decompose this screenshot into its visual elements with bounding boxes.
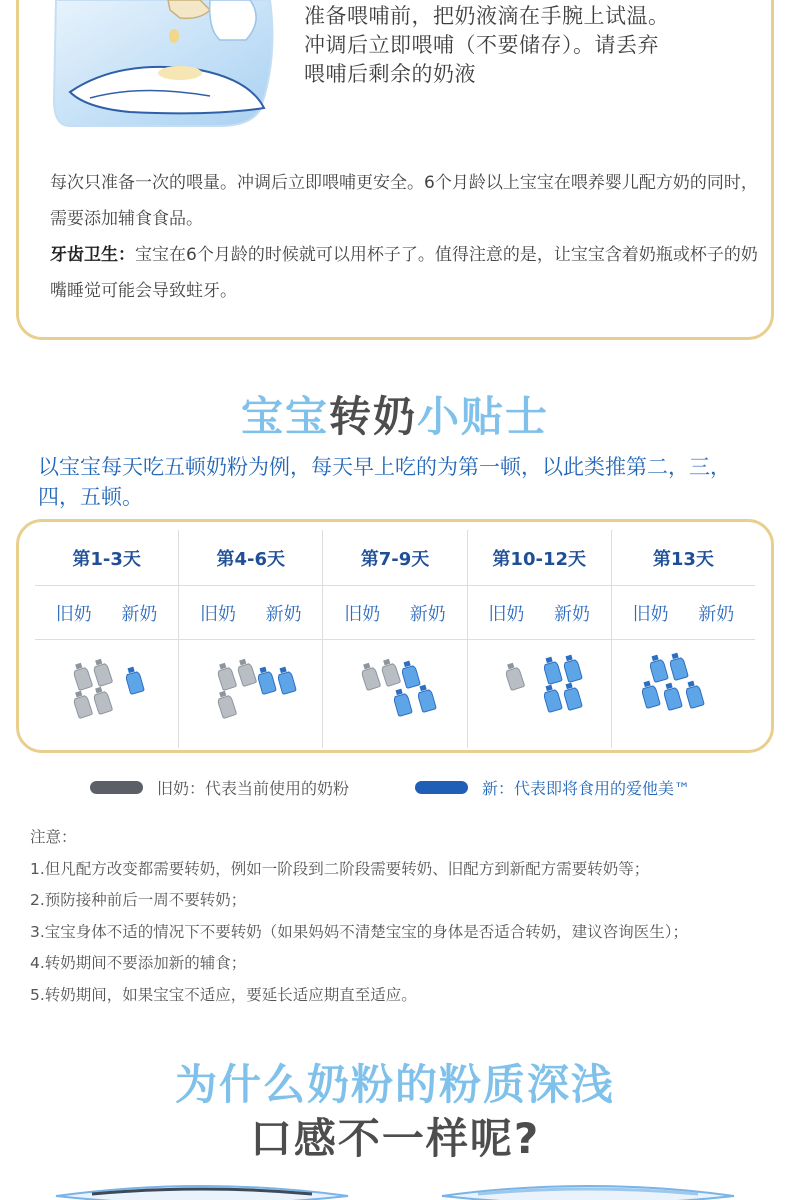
milk-bottle-old-icon [90,684,114,716]
bottle-group [323,640,466,748]
old-milk-label: 旧奶 [344,603,381,625]
bottle-group [612,640,755,748]
dental-hygiene-text: 宝宝在6个月龄的时候就可以用杯子了。值得注意的是，让宝宝含着奶瓶或杯子的奶嘴睡觉可能会导致蛀牙。 [50,245,758,301]
milk-bottle-new-icon [122,664,145,695]
tips-title-part: 转奶 [328,392,417,441]
milk-bottle-old-icon [90,656,114,688]
new-milk-swatch [415,781,468,794]
tips-title-part: 小贴士 [417,392,550,441]
milk-labels [323,586,466,640]
step-line: 准备喂哺前，把奶液滴在手腕上试温。 [304,4,670,28]
legend-old-milk [90,776,349,798]
milk-bottle-old-icon [70,688,94,720]
milk-bottle-old-icon [214,688,238,720]
new-milk-label: 新奶 [265,603,302,625]
milk-bottle-new-icon [661,680,684,711]
milk-bottle-new-icon [561,680,584,711]
feeding-note-paragraph: 每次只准备一次的喂量。冲调后立即喂哺更安全。6个月龄以上宝宝在喂养婴儿配方奶的同时，需要添加辅食食品。 [50,173,758,229]
transition-notes [30,822,770,1011]
bottle-group [35,640,178,748]
old-milk-swatch [90,781,143,794]
legend-old-text: 旧奶：代表当前使用的奶粉 [157,778,350,798]
milk-labels [179,586,322,640]
why-title [0,1058,790,1166]
powder-bowl-illustration [438,1182,738,1200]
note-item: 4.转奶期间不要添加新的辅食； [30,954,247,972]
milk-bottle-new-icon [414,682,437,713]
milk-bottle-new-icon [561,652,584,683]
schedule-column [179,530,323,748]
legend-new-text: 新：代表即将食用的爱他美™ [482,778,691,798]
transition-schedule-table [35,530,755,748]
old-milk-label: 旧奶 [200,603,236,625]
powder-bowl-illustration [52,1182,352,1200]
transition-schedule-card [16,519,774,753]
step-line: 冲调后立即喂哺（不要储存）。请丢弃 [304,33,659,57]
new-milk-label: 新奶 [121,603,158,625]
milk-bottle-old-icon [358,660,382,692]
tips-title [0,390,790,444]
new-milk-label: 新奶 [409,603,446,625]
why-title-line1: 为什么奶粉的粉质深浅 [174,1060,615,1109]
hand-dropper-illustration [50,0,280,132]
milk-bottle-new-icon [639,678,662,709]
milk-bottle-old-icon [378,656,402,688]
why-title-line2: 口感不一样呢? [249,1114,541,1163]
old-milk-label: 旧奶 [55,603,92,625]
legend-new-milk [415,776,690,798]
milk-bottle-old-icon [214,660,238,692]
milk-bottle-new-icon [274,664,297,695]
period-label: 第4-6天 [179,530,322,586]
period-label: 第7-9天 [323,530,466,586]
schedule-column [35,530,179,748]
milk-bottle-new-icon [667,650,690,681]
bottle-group [468,640,611,748]
tips-title-part: 宝宝 [240,392,329,441]
milk-bottle-old-icon [502,660,526,692]
milk-bottle-new-icon [683,678,706,709]
feeding-step-text [304,2,754,89]
period-label: 第1-3天 [35,530,178,586]
schedule-column [612,530,755,748]
period-label: 第10-12天 [468,530,611,586]
notes-heading: 注意： [30,828,77,846]
note-item: 2.预防接种前后一周不要转奶； [30,891,247,909]
tips-subtitle: 以宝宝每天吃五顿奶粉为例，每天早上吃的为第一顿，以此类推第二，三，四，五顿。 [38,455,731,509]
note-item: 1.但凡配方改变都需要转奶，例如一阶段到二阶段需要转奶、旧配方到新配方需要转奶等； [30,859,650,878]
new-milk-label: 新奶 [554,603,590,625]
milk-labels [468,586,611,640]
new-milk-label: 新奶 [698,603,735,625]
step-line: 喂哺后剩余的奶液 [304,62,476,86]
schedule-column [323,530,467,748]
milk-bottle-old-icon [70,660,94,692]
old-milk-label: 旧奶 [488,603,525,625]
note-item: 3.宝宝身体不适的情况下不要转奶（如果妈妈不清楚宝宝的身体是否适合转奶，建议咨询医生）； [30,922,689,941]
bottle-group [179,640,322,748]
period-label: 第13天 [612,530,755,586]
note-item: 5.转奶期间，如果宝宝不适应，要延长适应期直至适应。 [30,985,417,1004]
milk-labels [612,586,755,640]
milk-bottle-new-icon [390,686,413,717]
milk-bottle-old-icon [234,656,258,688]
milk-labels [35,586,178,640]
dental-hygiene-paragraph [50,237,765,309]
schedule-column [468,530,612,748]
dental-hygiene-heading: 牙齿卫生： [50,245,135,265]
old-milk-label: 旧奶 [632,603,669,625]
